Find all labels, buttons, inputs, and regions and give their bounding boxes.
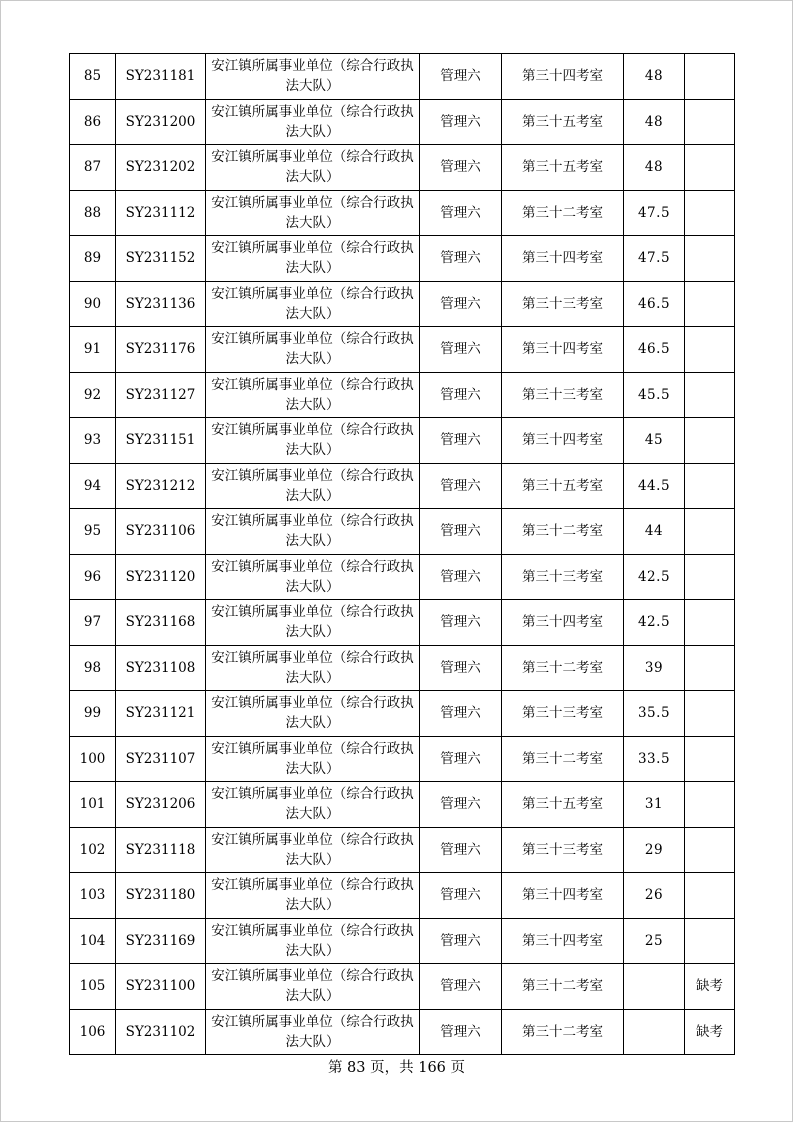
post-name-cell: 管理六: [420, 964, 502, 1010]
score-cell: [624, 1009, 685, 1055]
table-row: [70, 418, 735, 464]
remark-cell: [685, 554, 735, 600]
score-cell: 31: [624, 782, 685, 828]
row-number-cell: 88: [70, 190, 116, 236]
remark-cell: [685, 236, 735, 282]
employer-unit-cell: 安江镇所属事业单位（综合行政执法大队）: [206, 236, 420, 282]
post-name-cell: 管理六: [420, 873, 502, 919]
remark-cell: [685, 54, 735, 100]
row-number-cell: 91: [70, 327, 116, 373]
employer-unit-cell: 安江镇所属事业单位（综合行政执法大队）: [206, 327, 420, 373]
employer-unit-cell: 安江镇所属事业单位（综合行政执法大队）: [206, 600, 420, 646]
score-cell: 29: [624, 827, 685, 873]
remark-cell: [685, 691, 735, 737]
exam-room-cell: 第三十四考室: [502, 873, 624, 919]
candidate-id-cell: SY231206: [116, 782, 206, 828]
employer-unit-cell: 安江镇所属事业单位（综合行政执法大队）: [206, 145, 420, 191]
employer-unit-cell: 安江镇所属事业单位（综合行政执法大队）: [206, 691, 420, 737]
remark-cell: [685, 782, 735, 828]
score-cell: 45: [624, 418, 685, 464]
post-name-cell: 管理六: [420, 463, 502, 509]
remark-cell: [685, 463, 735, 509]
post-name-cell: 管理六: [420, 554, 502, 600]
exam-room-cell: 第三十二考室: [502, 736, 624, 782]
post-name-cell: 管理六: [420, 418, 502, 464]
candidate-id-cell: SY231127: [116, 372, 206, 418]
row-number-cell: 86: [70, 99, 116, 145]
row-number-cell: 106: [70, 1009, 116, 1055]
candidate-id-cell: SY231106: [116, 509, 206, 555]
score-cell: 33.5: [624, 736, 685, 782]
post-name-cell: 管理六: [420, 1009, 502, 1055]
candidate-id-cell: SY231112: [116, 190, 206, 236]
table-row: [70, 509, 735, 555]
post-name-cell: 管理六: [420, 54, 502, 100]
exam-room-cell: 第三十三考室: [502, 691, 624, 737]
remark-cell: [685, 418, 735, 464]
exam-room-cell: 第三十三考室: [502, 827, 624, 873]
remark-cell: [685, 99, 735, 145]
table-row: [70, 99, 735, 145]
post-name-cell: 管理六: [420, 99, 502, 145]
employer-unit-cell: 安江镇所属事业单位（综合行政执法大队）: [206, 873, 420, 919]
remark-cell: [685, 600, 735, 646]
score-cell: 35.5: [624, 691, 685, 737]
exam-room-cell: 第三十四考室: [502, 600, 624, 646]
remark-cell: [685, 281, 735, 327]
score-cell: 48: [624, 54, 685, 100]
score-cell: 48: [624, 145, 685, 191]
exam-room-cell: 第三十五考室: [502, 145, 624, 191]
remark-cell: 缺考: [685, 964, 735, 1010]
candidate-id-cell: SY231100: [116, 964, 206, 1010]
table-row: [70, 827, 735, 873]
table-row: [70, 327, 735, 373]
exam-room-cell: 第三十二考室: [502, 509, 624, 555]
employer-unit-cell: 安江镇所属事业单位（综合行政执法大队）: [206, 281, 420, 327]
results-table-body: [70, 54, 735, 1055]
table-row: [70, 281, 735, 327]
remark-cell: [685, 145, 735, 191]
candidate-id-cell: SY231151: [116, 418, 206, 464]
candidate-id-cell: SY231200: [116, 99, 206, 145]
post-name-cell: 管理六: [420, 782, 502, 828]
post-name-cell: 管理六: [420, 827, 502, 873]
candidate-id-cell: SY231108: [116, 645, 206, 691]
row-number-cell: 90: [70, 281, 116, 327]
post-name-cell: 管理六: [420, 691, 502, 737]
table-row: [70, 736, 735, 782]
employer-unit-cell: 安江镇所属事业单位（综合行政执法大队）: [206, 964, 420, 1010]
score-cell: 42.5: [624, 600, 685, 646]
table-row: [70, 554, 735, 600]
score-cell: 42.5: [624, 554, 685, 600]
row-number-cell: 103: [70, 873, 116, 919]
remark-cell: [685, 918, 735, 964]
candidate-id-cell: SY231202: [116, 145, 206, 191]
row-number-cell: 100: [70, 736, 116, 782]
exam-room-cell: 第三十五考室: [502, 463, 624, 509]
score-cell: 45.5: [624, 372, 685, 418]
exam-room-cell: 第三十五考室: [502, 782, 624, 828]
table-row: [70, 600, 735, 646]
page-footer: 第 83 页，共 166 页: [327, 1060, 466, 1076]
table-row: [70, 372, 735, 418]
row-number-cell: 97: [70, 600, 116, 646]
employer-unit-cell: 安江镇所属事业单位（综合行政执法大队）: [206, 918, 420, 964]
row-number-cell: 92: [70, 372, 116, 418]
row-number-cell: 94: [70, 463, 116, 509]
exam-room-cell: 第三十三考室: [502, 372, 624, 418]
score-cell: 48: [624, 99, 685, 145]
post-name-cell: 管理六: [420, 736, 502, 782]
exam-room-cell: 第三十四考室: [502, 418, 624, 464]
row-number-cell: 93: [70, 418, 116, 464]
score-cell: 44: [624, 509, 685, 555]
employer-unit-cell: 安江镇所属事业单位（综合行政执法大队）: [206, 554, 420, 600]
post-name-cell: 管理六: [420, 600, 502, 646]
remark-cell: [685, 509, 735, 555]
row-number-cell: 87: [70, 145, 116, 191]
row-number-cell: 95: [70, 509, 116, 555]
table-row: [70, 918, 735, 964]
results-table: [69, 53, 735, 1055]
table-row: [70, 645, 735, 691]
post-name-cell: 管理六: [420, 918, 502, 964]
table-row: [70, 463, 735, 509]
table-row: [70, 190, 735, 236]
exam-room-cell: 第三十四考室: [502, 327, 624, 373]
employer-unit-cell: 安江镇所属事业单位（综合行政执法大队）: [206, 645, 420, 691]
row-number-cell: 101: [70, 782, 116, 828]
remark-cell: [685, 645, 735, 691]
exam-room-cell: 第三十三考室: [502, 554, 624, 600]
employer-unit-cell: 安江镇所属事业单位（综合行政执法大队）: [206, 418, 420, 464]
candidate-id-cell: SY231168: [116, 600, 206, 646]
remark-cell: [685, 190, 735, 236]
employer-unit-cell: 安江镇所属事业单位（综合行政执法大队）: [206, 190, 420, 236]
employer-unit-cell: 安江镇所属事业单位（综合行政执法大队）: [206, 827, 420, 873]
employer-unit-cell: 安江镇所属事业单位（综合行政执法大队）: [206, 1009, 420, 1055]
table-row: [70, 236, 735, 282]
candidate-id-cell: SY231181: [116, 54, 206, 100]
employer-unit-cell: 安江镇所属事业单位（综合行政执法大队）: [206, 736, 420, 782]
remark-cell: 缺考: [685, 1009, 735, 1055]
candidate-id-cell: SY231152: [116, 236, 206, 282]
candidate-id-cell: SY231180: [116, 873, 206, 919]
employer-unit-cell: 安江镇所属事业单位（综合行政执法大队）: [206, 372, 420, 418]
table-row: [70, 782, 735, 828]
score-cell: 26: [624, 873, 685, 919]
table-row: [70, 873, 735, 919]
score-cell: 44.5: [624, 463, 685, 509]
score-cell: 25: [624, 918, 685, 964]
candidate-id-cell: SY231169: [116, 918, 206, 964]
table-row: [70, 145, 735, 191]
row-number-cell: 99: [70, 691, 116, 737]
candidate-id-cell: SY231212: [116, 463, 206, 509]
employer-unit-cell: 安江镇所属事业单位（综合行政执法大队）: [206, 99, 420, 145]
remark-cell: [685, 736, 735, 782]
post-name-cell: 管理六: [420, 145, 502, 191]
row-number-cell: 102: [70, 827, 116, 873]
row-number-cell: 85: [70, 54, 116, 100]
candidate-id-cell: SY231107: [116, 736, 206, 782]
post-name-cell: 管理六: [420, 281, 502, 327]
row-number-cell: 105: [70, 964, 116, 1010]
exam-room-cell: 第三十四考室: [502, 236, 624, 282]
exam-room-cell: 第三十二考室: [502, 1009, 624, 1055]
exam-room-cell: 第三十二考室: [502, 645, 624, 691]
post-name-cell: 管理六: [420, 509, 502, 555]
candidate-id-cell: SY231121: [116, 691, 206, 737]
score-cell: 46.5: [624, 281, 685, 327]
score-cell: 47.5: [624, 236, 685, 282]
remark-cell: [685, 827, 735, 873]
employer-unit-cell: 安江镇所属事业单位（综合行政执法大队）: [206, 54, 420, 100]
exam-room-cell: 第三十五考室: [502, 99, 624, 145]
table-row: [70, 691, 735, 737]
table-row: [70, 54, 735, 100]
candidate-id-cell: SY231120: [116, 554, 206, 600]
exam-room-cell: 第三十二考室: [502, 190, 624, 236]
row-number-cell: 98: [70, 645, 116, 691]
exam-room-cell: 第三十四考室: [502, 54, 624, 100]
row-number-cell: 89: [70, 236, 116, 282]
post-name-cell: 管理六: [420, 327, 502, 373]
score-cell: 39: [624, 645, 685, 691]
employer-unit-cell: 安江镇所属事业单位（综合行政执法大队）: [206, 509, 420, 555]
exam-room-cell: 第三十二考室: [502, 964, 624, 1010]
table-row: [70, 964, 735, 1010]
employer-unit-cell: 安江镇所属事业单位（综合行政执法大队）: [206, 463, 420, 509]
remark-cell: [685, 372, 735, 418]
post-name-cell: 管理六: [420, 372, 502, 418]
candidate-id-cell: SY231118: [116, 827, 206, 873]
exam-room-cell: 第三十三考室: [502, 281, 624, 327]
row-number-cell: 104: [70, 918, 116, 964]
exam-room-cell: 第三十四考室: [502, 918, 624, 964]
employer-unit-cell: 安江镇所属事业单位（综合行政执法大队）: [206, 782, 420, 828]
score-cell: 46.5: [624, 327, 685, 373]
score-cell: 47.5: [624, 190, 685, 236]
candidate-id-cell: SY231176: [116, 327, 206, 373]
table-row: [70, 1009, 735, 1055]
post-name-cell: 管理六: [420, 645, 502, 691]
score-cell: [624, 964, 685, 1010]
post-name-cell: 管理六: [420, 236, 502, 282]
row-number-cell: 96: [70, 554, 116, 600]
remark-cell: [685, 327, 735, 373]
candidate-id-cell: SY231136: [116, 281, 206, 327]
post-name-cell: 管理六: [420, 190, 502, 236]
candidate-id-cell: SY231102: [116, 1009, 206, 1055]
remark-cell: [685, 873, 735, 919]
